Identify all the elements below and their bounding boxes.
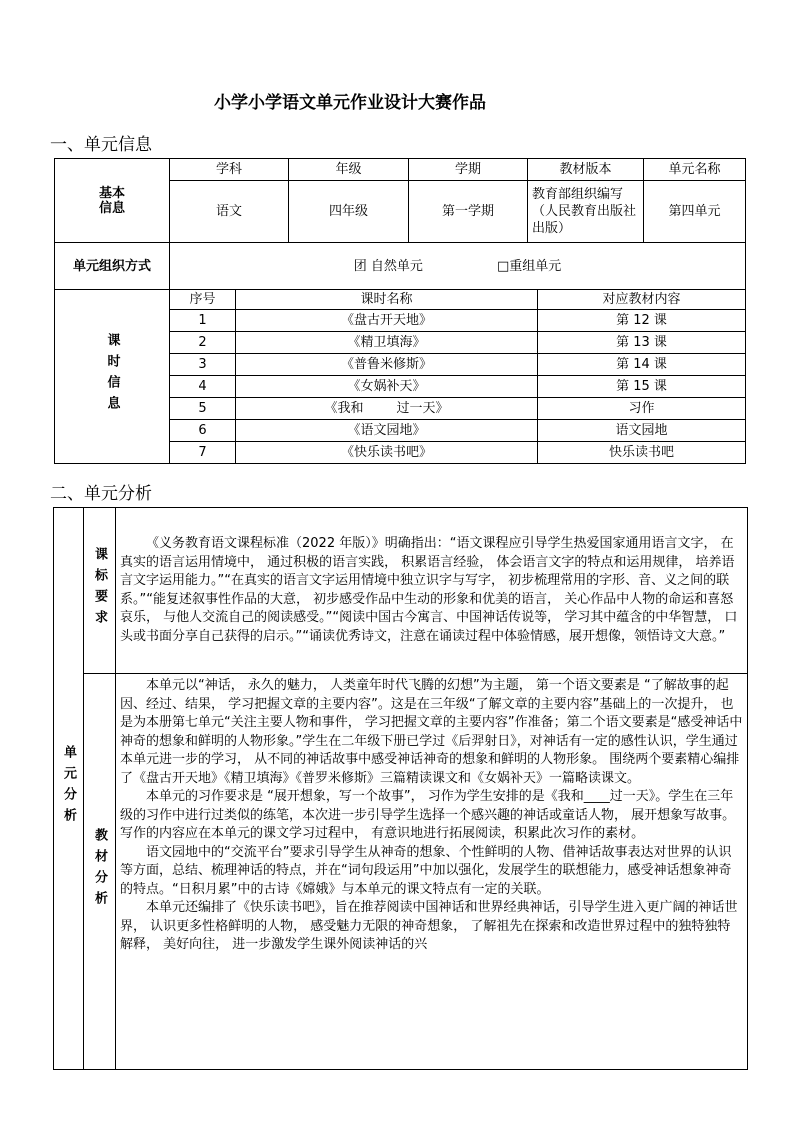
header-content: 对应教材内容 bbox=[538, 290, 746, 310]
lesson-index: 5 bbox=[170, 398, 236, 420]
lesson-name: 《快乐读书吧》 bbox=[236, 442, 538, 464]
lesson-index: 1 bbox=[170, 310, 236, 332]
curriculum-text: 《义务教育语文课程标准（2022 年版）》明确指出：“语文课程应引导学生热爱国家通用语言文字， 在真实的语言运用情境中， 通过积极的语言实践， 积累语言经验， 体会语言文字的特点和运用规律， 培养语言文字运用能力。”“在真实的语言文字运用情境中独立识字与写字， 初步梳理常用的字形、音、义之间的联系。”“能复述叙事性作品的大意， 初步感受作品中生动的形象和优美的语言， 关心作品中人物的命运和喜怒哀乐， 与他人交流自己的阅读感受。”“阅读中国古今寓言、中国神话传说等， 学习其中蕴含的中华智慧， 口头或书面分享自己获得的启示。”“诵读优秀诗文，注意在诵读过程中体验情感，展开想像，领悟诗文大意。” bbox=[116, 508, 748, 674]
unit-analysis-table bbox=[53, 507, 748, 1070]
lesson-content: 语文园地 bbox=[538, 420, 746, 442]
analysis-label: 单元分析 bbox=[54, 508, 84, 1070]
header-grade: 年级 bbox=[289, 159, 409, 181]
lesson-content: 第 15 课 bbox=[538, 376, 746, 398]
lesson-name: 《普鲁米修斯》 bbox=[236, 354, 538, 376]
org-option-natural[interactable]: 团 自然单元 bbox=[353, 258, 423, 274]
org-option-regroup[interactable]: □重组单元 bbox=[496, 258, 562, 274]
textbook-paragraph: 本单元以“神话， 永久的魅力， 人类童年时代飞腾的幻想”为主题， 第一个语文要素是 “了解故事的起因、经过、结果， 学习把握文章的主要内容”。这是在三年级“了解文章的主要内容”基础上的一次提升， 也是为本册第七单元“关注主要人物和事件， 学习把握文章的主要内容”作准备；第二个语文要素是“感受神话中神奇的想象和鲜明的人物形象。”学生在二年级下册已学过《后羿射日》，对神话有一定的感性认识，学生通过本单元进一步的学习， 从不同的神话故事中感受神话神奇的想象和鲜明的人物形象。 围绕两个要素精心编排了《盘古开天地》《精卫填海》《普罗米修斯》三篇精读课文和《女娲补天》一篇略读课文。 bbox=[120, 678, 743, 786]
value-semester: 第一学期 bbox=[409, 181, 528, 243]
lesson-index: 7 bbox=[170, 442, 236, 464]
lesson-content: 第 12 课 bbox=[538, 310, 746, 332]
lesson-content: 习作 bbox=[538, 398, 746, 420]
page-title: 小学小学语文单元作业设计大赛作品 bbox=[214, 93, 486, 113]
header-lesson-name: 课时名称 bbox=[236, 290, 538, 310]
header-index: 序号 bbox=[170, 290, 236, 310]
value-subject: 语文 bbox=[170, 181, 289, 243]
header-semester: 学期 bbox=[409, 159, 528, 181]
lesson-name: 《盘古开天地》 bbox=[236, 310, 538, 332]
lesson-content: 快乐读书吧 bbox=[538, 442, 746, 464]
header-unit-name: 单元名称 bbox=[644, 159, 746, 181]
textbook-paragraph: 语文园地中的“交流平台”要求引导学生从神奇的想象、个性鲜明的人物、借神话故事表达对世界的认识等方面，总结、梳理神话的特点，并在“词句段运用”中加以强化，发展学生的联想能力，感受神话想象神奇的特点。“日积月累”中的古诗《嫦娥》与本单元的课文特点有一定的关联。 bbox=[120, 844, 732, 897]
header-textbook: 教材版本 bbox=[528, 159, 644, 181]
lesson-name: 《精卫填海》 bbox=[236, 332, 538, 354]
section-heading-unit-info: 一、单元信息 bbox=[50, 135, 152, 155]
header-subject: 学科 bbox=[170, 159, 289, 181]
lesson-name: 《我和 过一天》 bbox=[236, 398, 538, 420]
org-label: 单元组织方式 bbox=[55, 243, 170, 290]
lesson-content: 第 14 课 bbox=[538, 354, 746, 376]
value-textbook: 教育部组织编写（人民教育出版社出版） bbox=[528, 181, 644, 243]
lesson-name: 《语文园地》 bbox=[236, 420, 538, 442]
section-heading-unit-analysis: 二、单元分析 bbox=[50, 484, 152, 504]
lesson-table bbox=[54, 289, 746, 464]
basic-info-label: 基本 信息 bbox=[55, 159, 170, 243]
lesson-index: 6 bbox=[170, 420, 236, 442]
value-unit-name: 第四单元 bbox=[644, 181, 746, 243]
unit-info-table bbox=[54, 158, 746, 290]
textbook-label: 教材分析 bbox=[84, 674, 116, 1070]
lesson-index: 2 bbox=[170, 332, 236, 354]
lesson-info-label: 课时信息 bbox=[55, 290, 170, 464]
textbook-paragraph: 本单元还编排了《快乐读书吧》，旨在推荐阅读中国神话和世界经典神话，引导学生进入更广阔的神话世界， 认识更多性格鲜明的人物， 感受魅力无限的神奇想象， 了解祖先在探索和改造世界过程中的独特独特解释， 美好向往， 进一步激发学生课外阅读神话的兴 bbox=[120, 900, 738, 952]
lesson-name: 《女娲补天》 bbox=[236, 376, 538, 398]
curriculum-label: 课标要求 bbox=[84, 508, 116, 674]
textbook-paragraph: 本单元的习作要求是 “展开想象，写一个故事”， 习作为学生安排的是《我和____过一天》。学生在三年级的习作中进行过类似的练笔，本次进一步引导学生选择一个感兴趣的神话或童话人物， 展开想象写故事。写作的内容应在本单元的课文学习过程中， 有意识地进行拓展阅读，积累此次习作的素材。 bbox=[120, 789, 736, 841]
value-grade: 四年级 bbox=[289, 181, 409, 243]
textbook-text bbox=[116, 674, 748, 1070]
lesson-content: 第 13 课 bbox=[538, 332, 746, 354]
lesson-index: 3 bbox=[170, 354, 236, 376]
lesson-index: 4 bbox=[170, 376, 236, 398]
org-options bbox=[170, 243, 746, 290]
